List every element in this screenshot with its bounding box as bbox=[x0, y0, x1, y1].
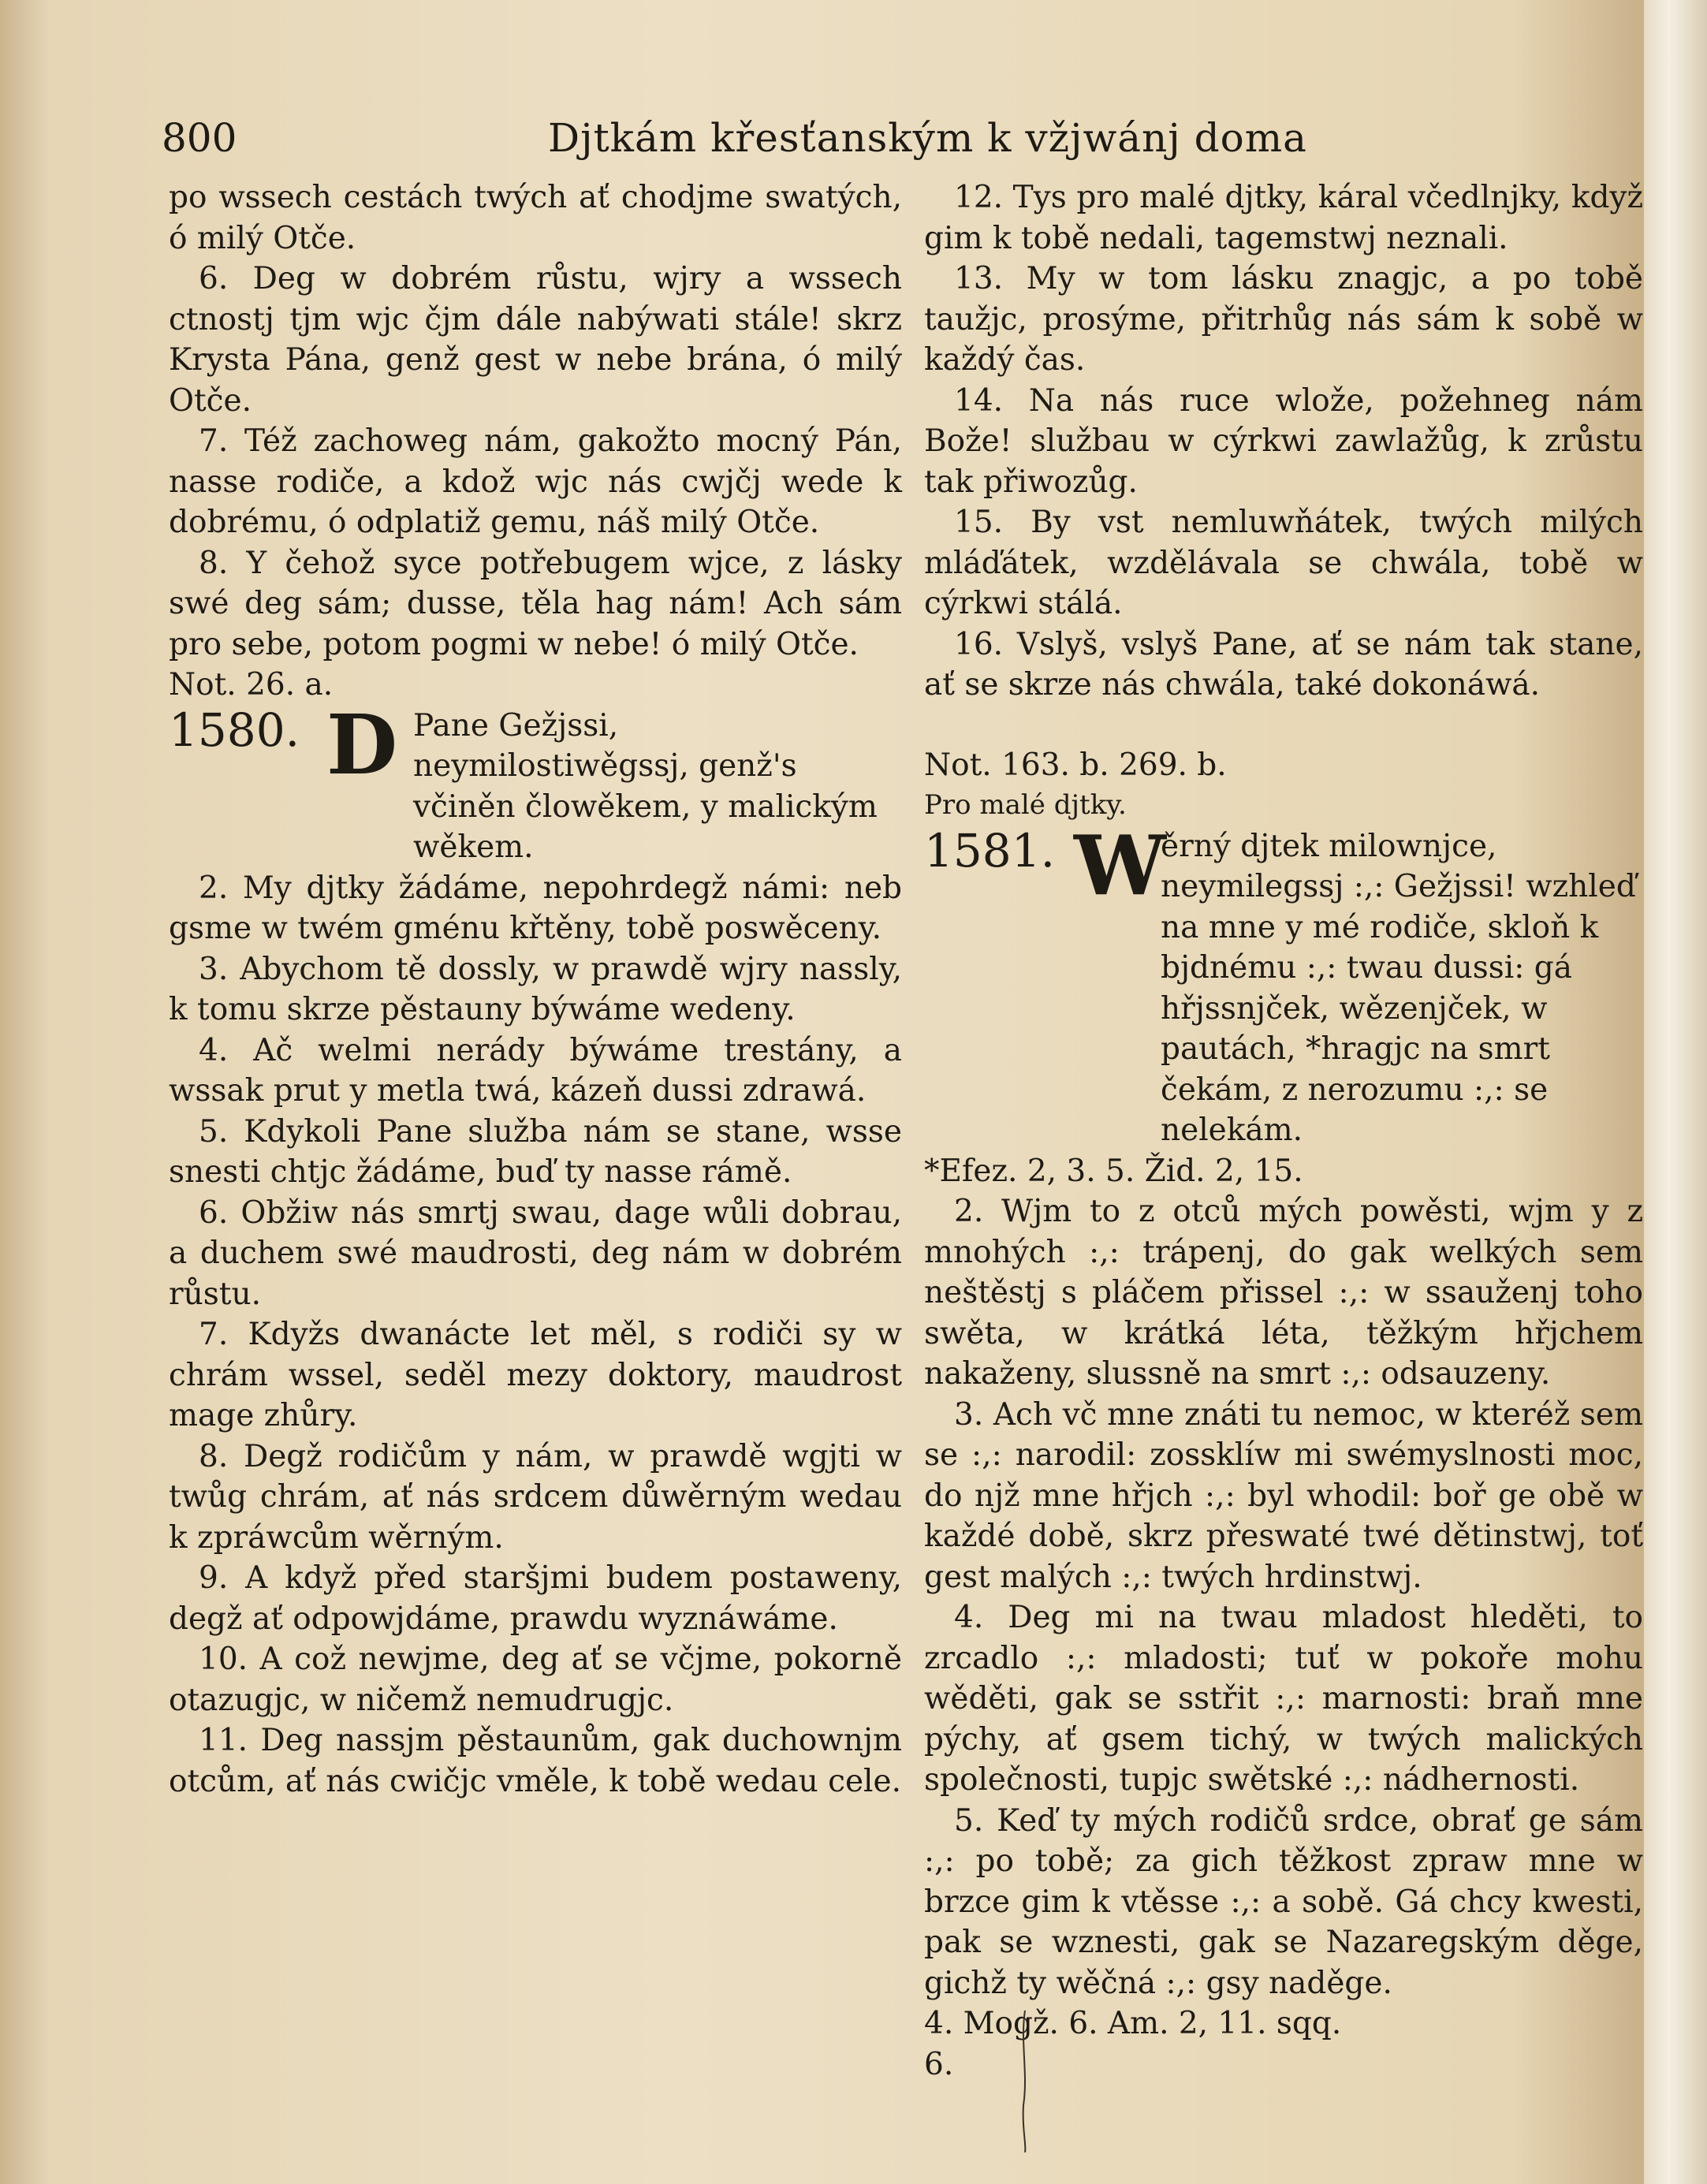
paragraph: 6. Obžiw nás smrtj swau, dage wůli dobrau, a duchem swé maudrosti, deg nám w dobrém růstu. bbox=[169, 1194, 902, 1312]
hymn-number: 1581. bbox=[924, 823, 1056, 878]
paragraph: 8. Degž rodičům y nám, w prawdě wgjti w twůg chrám, ať nás srdcem důwěrným wedau k zpráwcům wěrným. bbox=[169, 1438, 902, 1556]
page-number: 800 bbox=[162, 115, 237, 161]
paragraph: 7. Kdyžs dwanácte let měl, s rodiči sy w chrám wssel, seděl mezy doktory, maudrost mage zhůry. bbox=[169, 1317, 902, 1433]
paragraph: 6. Deg w dobrém růstu, wjry a wssech ctnostj tjm wjc čjm dále nabýwati stále! skrz Krysta Pána, genž gest w nebe brána, ó milý Otče. bbox=[169, 261, 902, 419]
page-header bbox=[162, 110, 1644, 181]
paragraph: 13. My w tom lásku znagjc, a po tobě taužjc, prosýme, přitrhůg nás sám k sobě w každý čas. bbox=[924, 261, 1643, 378]
melody-note: Not. 163. b. 269. b. bbox=[924, 747, 1227, 783]
paragraph: 7. Též zachoweg nám, gakožto mocný Pán, nasse rodiče, a kdož wjc nás cwjčj wede k dobrému, ó odplatiž gemu, náš milý Otče. bbox=[169, 423, 902, 540]
hymn-text: Pane Gežjssi, neymilostiwěgssj, genž's včiněn člowěkem, y malickým wěkem. bbox=[413, 707, 878, 865]
paragraph: 10. A což newjme, deg ať se včjme, pokorně otazugjc, w ničemž nemudrugjc. bbox=[169, 1642, 902, 1718]
paragraph: 5. Kdykoli Pane služba nám se stane, wsse snesti chtjc žádáme, buď ty nasse rámě. bbox=[169, 1113, 902, 1190]
left-column bbox=[169, 177, 902, 1802]
paragraph: po wssech cestách twých ať chodjme swatých, ó milý Otče. bbox=[169, 180, 902, 256]
paragraph: 14. Na nás ruce wlože, požehneg nám Bože! službau w cýrkwi zawlažůg, k zrůstu tak přiwozůg. bbox=[924, 382, 1643, 500]
pen-stroke-mark bbox=[1017, 2011, 1033, 2152]
drop-cap: W bbox=[1074, 816, 1166, 914]
paragraph: 4. Deg mi na twau mladost hleděti, to zrcadlo :,: mladosti; tuť w pokoře mohu wěděti, gak se sstřit :,: marnosti: braň mne pýchy, ať gsem tichý, w twých malických společnosti, tupjc swětské :,: nádhernosti. bbox=[924, 1600, 1643, 1798]
hymn-1580-first-verse bbox=[169, 695, 902, 868]
paragraph: 8. Y čehož syce potřebugem wjce, z lásky swé deg sám; dusse, těla hag nám! Ach sám pro sebe, potom pogmi w nebe! ó milý Otče. bbox=[169, 545, 902, 662]
scripture-reference: *Efez. 2, 3. 5. Žid. 2, 15. bbox=[924, 1153, 1303, 1189]
paragraph: 3. Ach vč mne znáti tu nemoc, w kteréž sem se :,: narodil: zossklíw mi swémyslnosti moc, do njž mne hřjch :,: byl whodil: boř ge obě w každé době, skrz přeswaté twé dětinstwj, toť gest malých :,: twých hrdinstwj. bbox=[924, 1396, 1643, 1595]
paragraph: 2. My djtky žádáme, nepohrdegž námi: neb gsme w twém gménu křtěny, tobě poswěceny. bbox=[169, 870, 902, 946]
paragraph: 16. Vslyš, vslyš Pane, ať se nám tak stane, ať se skrze nás chwála, také dokonáwá. bbox=[924, 626, 1643, 703]
paragraph: 3. Abychom tě dossly, w prawdě wjry nassly, k tomu skrze pěstauny býwáme wedeny. bbox=[169, 951, 902, 1027]
paragraph: 4. Ač welmi nerády býwáme trestány, a wssak prut y metla twá, kázeň dussi zdrawá. bbox=[169, 1032, 902, 1109]
scripture-reference: 4. Mogž. 6. Am. 2, 11. sqq. bbox=[924, 2006, 1342, 2041]
running-title: Djtkám křesťanským k vžjwánj doma bbox=[548, 115, 1307, 161]
melody-note: Not. 26. a. bbox=[169, 667, 334, 703]
paragraph: 5. Keď ty mých rodičů srdce, obrať ge sám :,: po tobě; za gich těžkost zpraw mne w brzce gim k vtěsse :,: a sobě. Gá chcy kwesti, pak se wznesti, gak se Nazaregským děge, gichž ty wěčná :,: gsy naděge. bbox=[924, 1802, 1643, 2001]
catchword: 6. bbox=[924, 2046, 954, 2082]
hymn-text: ěrný djtek milownjce, neymilegssj :,: Gežjssi! wzhleď na mne y mé rodiče, skloň k bjdnému :,: twau dussi: gá hřjssnjček, wězenjček, w pautách, *hragjc na smrt čekám, z nerozumu :,: se nelekám. bbox=[1161, 828, 1636, 1148]
paragraph: 12. Tys pro malé djtky, káral včedlnjky, když gim k tobě nedali, tagemstwj neznali. bbox=[924, 180, 1643, 256]
right-column bbox=[924, 177, 1643, 2085]
hymn-number: 1580. bbox=[169, 703, 300, 757]
hymn-1581-first-verse bbox=[924, 816, 1643, 1151]
hymn-subtitle: Pro malé djtky. bbox=[924, 789, 1127, 821]
paragraph: 9. A když před staršjmi budem postaweny, degž ať odpowjdáme, prawdu wyznáwáme. bbox=[169, 1560, 902, 1637]
drop-cap: D bbox=[326, 695, 398, 793]
paragraph: 2. Wjm to z otců mých powěsti, wjm y z mnohých :,: trápenj, do gak welkých sem neštěstj s pláčem přissel :,: w ssauženj toho swěta, w krátká léta, těžkým hřjchem nakaženy, slussně na smrt :,: odsauzeny. bbox=[924, 1194, 1643, 1392]
paragraph: 15. By vst nemluwňátek, twých milých mláďátek, wzdělávala se chwála, tobě w cýrkwi stálá. bbox=[924, 505, 1643, 621]
paragraph: 11. Deg nassjm pěstaunům, gak duchownjm otcům, ať nás cwičjc vměle, k tobě wedau cele. bbox=[169, 1723, 902, 1799]
next-page-edge bbox=[1644, 0, 1707, 2184]
